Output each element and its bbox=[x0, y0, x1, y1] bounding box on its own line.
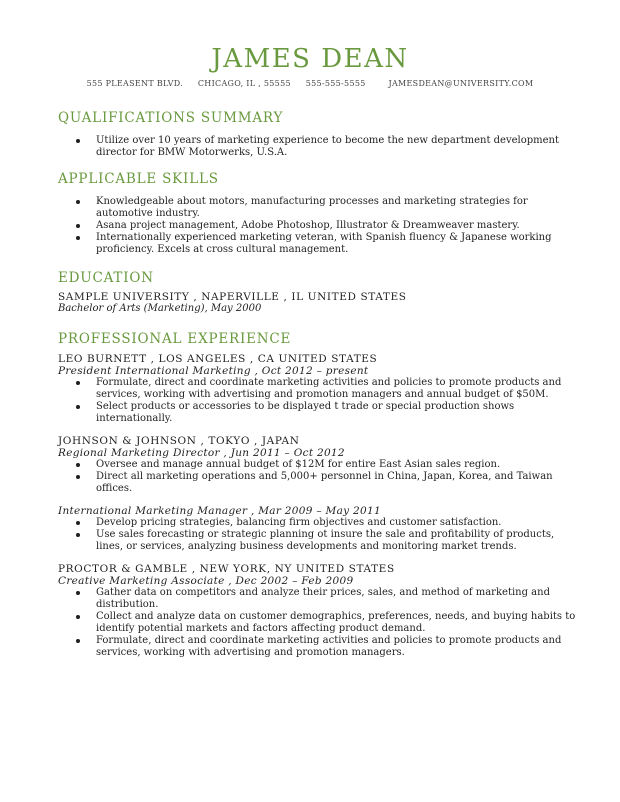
job-role: Regional Marketing Director , Jun 2011 – Oct 2012 bbox=[58, 447, 345, 459]
contact-line bbox=[0, 79, 620, 88]
job-duties-list bbox=[58, 459, 580, 495]
job-role: Creative Marketing Associate , Dec 2002 – Feb 2009 bbox=[58, 575, 354, 587]
job-role: International Marketing Manager , Mar 2009 – May 2011 bbox=[58, 505, 381, 517]
list-item: Direct all marketing operations and 5,000+ personnel in China, Japan, Korea, and Taiwan offices. bbox=[58, 471, 580, 495]
education-degree: Bachelor of Arts (Marketing), May 2000 bbox=[58, 303, 262, 314]
job-organization: JOHNSON & JOHNSON , TOKYO , JAPAN bbox=[58, 435, 300, 447]
job-entry bbox=[58, 435, 580, 495]
section-title-skills: APPLICABLE SKILLS bbox=[58, 171, 219, 187]
job-entry bbox=[58, 353, 580, 425]
list-item: Formulate, direct and coordinate marketing activities and policies to promote products and services, working with advertising and promotion managers. bbox=[58, 635, 580, 659]
list-item: Asana project management, Adobe Photoshop, Illustrator & Dreamweaver mastery. bbox=[58, 220, 580, 232]
list-item: Use sales forecasting or strategic planning ot insure the sale and profitability of products, lines, or services, analyzing business developments and monitoring market trends. bbox=[58, 529, 580, 553]
list-item: Utilize over 10 years of marketing experience to become the new department development director for BMW Motorwerks, U.S.A. bbox=[58, 135, 580, 159]
qualifications-section bbox=[58, 110, 580, 159]
list-item: Internationally experienced marketing veteran, with Spanish fluency & Japanese working proficiency. Excels at cross cultural management. bbox=[58, 232, 580, 256]
list-item: Develop pricing strategies, balancing firm objectives and customer satisfaction. bbox=[58, 517, 580, 529]
contact-address: 555 PLEASENT BLVD. bbox=[86, 79, 184, 88]
experience-section bbox=[58, 331, 580, 659]
contact-phone: 555-555-5555 bbox=[305, 79, 366, 88]
job-duties-list bbox=[58, 587, 580, 659]
section-title-experience: PROFESSIONAL EXPERIENCE bbox=[58, 331, 292, 347]
job-entry bbox=[58, 505, 580, 553]
job-organization: PROCTOR & GAMBLE , NEW YORK, NY UNITED STATES bbox=[58, 563, 395, 575]
job-duties-list bbox=[58, 377, 580, 425]
qualifications-list bbox=[58, 135, 580, 159]
list-item: Collect and analyze data on customer demographics, preferences, needs, and buying habits to identify potential markets and factors affecting product demand. bbox=[58, 611, 580, 635]
skills-section bbox=[58, 171, 580, 256]
list-item: Formulate, direct and coordinate marketing activities and policies to promote products and services, working with advertising and promotion managers and annual budget of $50M. bbox=[58, 377, 580, 401]
job-entry bbox=[58, 563, 580, 659]
job-organization: LEO BURNETT , LOS ANGELES , CA UNITED STATES bbox=[58, 353, 378, 365]
applicant-name: JAMES DEAN bbox=[211, 44, 409, 74]
section-title-qualifications: QUALIFICATIONS SUMMARY bbox=[58, 110, 284, 126]
education-school: SAMPLE UNIVERSITY , NAPERVILLE , IL UNITED STATES bbox=[58, 291, 407, 303]
job-duties-list bbox=[58, 517, 580, 553]
section-title-education: EDUCATION bbox=[58, 270, 154, 286]
list-item: Knowledgeable about motors, manufacturing processes and marketing strategies for automotive industry. bbox=[58, 196, 580, 220]
list-item: Gather data on competitors and analyze their prices, sales, and method of marketing and distribution. bbox=[58, 587, 580, 611]
contact-email: JAMESDEAN@UNIVERSITY.COM bbox=[388, 79, 534, 88]
education-section bbox=[58, 270, 580, 314]
contact-city: CHICAGO, IL , 55555 bbox=[197, 79, 291, 88]
skills-list bbox=[58, 196, 580, 256]
job-role: President International Marketing , Oct 2012 – present bbox=[58, 365, 369, 377]
list-item: Oversee and manage annual budget of $12M for entire East Asian sales region. bbox=[58, 459, 580, 471]
list-item: Select products or accessories to be displayed t trade or special production shows internationally. bbox=[58, 401, 580, 425]
